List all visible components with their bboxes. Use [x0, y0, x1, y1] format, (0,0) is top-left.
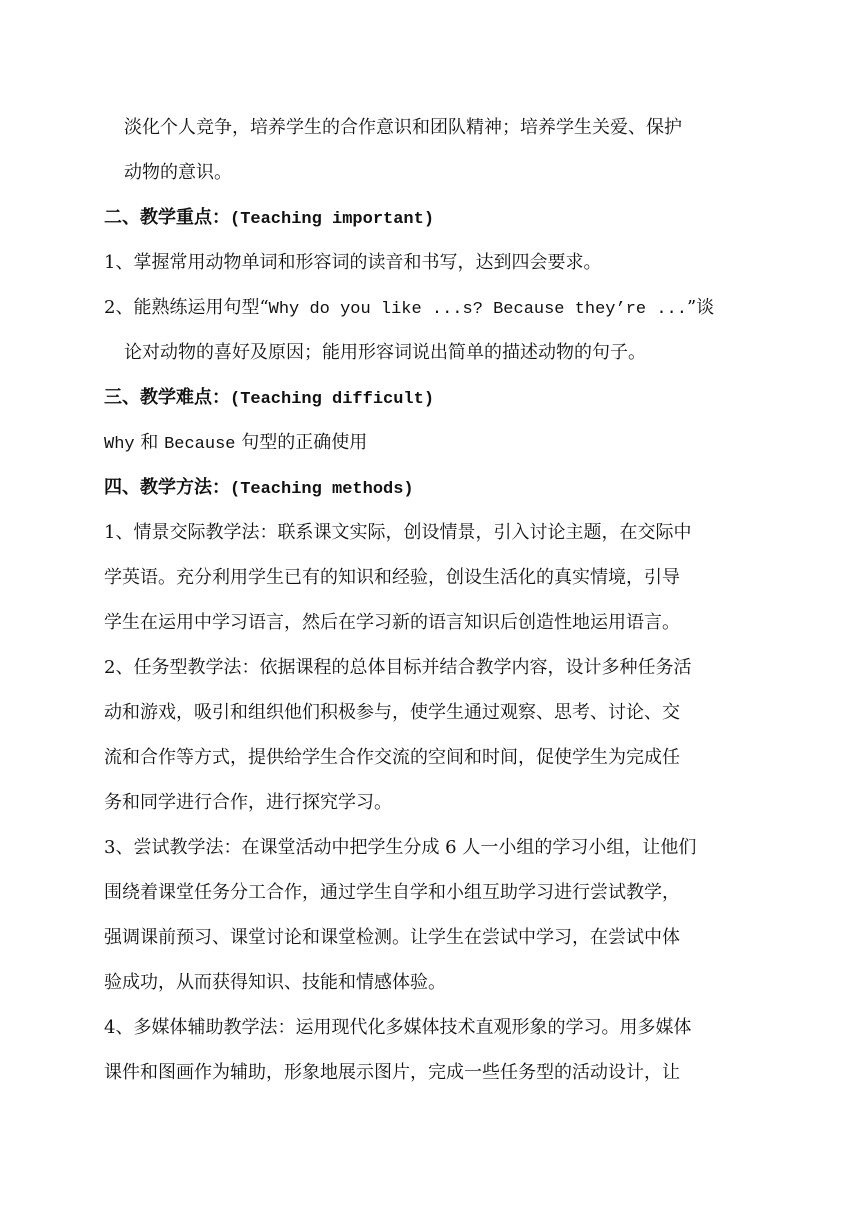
- list-item: [104, 296, 714, 322]
- paragraph-line: 务和同学进行合作，进行探究学习。: [104, 792, 392, 813]
- paragraph-line: 4、多媒体辅助教学法：运用现代化多媒体技术直观形象的学习。用多媒体: [104, 1017, 692, 1038]
- text-cn: 句型的正确使用: [235, 432, 368, 453]
- paragraph-line: 围绕着课堂任务分工合作，通过学生自学和小组互助学习进行尝试教学，: [104, 882, 680, 903]
- section-heading-teaching-important: [104, 206, 434, 232]
- text-en: Why do you like ...s? Because they’re ...: [268, 300, 687, 319]
- paragraph-line: 2、任务型教学法：依据课程的总体目标并结合教学内容，设计多种任务活: [104, 657, 692, 678]
- paragraph-line: 课件和图画作为辅助，形象地展示图片，完成一些任务型的活动设计，让: [104, 1062, 680, 1083]
- heading-cn: 四、教学方法：: [104, 477, 230, 498]
- paragraph-line: 3、尝试教学法：在课堂活动中把学生分成 6 人一小组的学习小组，让他们: [104, 837, 697, 858]
- paragraph-line: 1、情景交际教学法：联系课文实际，创设情景，引入讨论主题，在交际中: [104, 522, 692, 543]
- text-en: Why: [104, 435, 135, 454]
- heading-en: (Teaching methods): [230, 480, 414, 499]
- text-cn: ”谈: [686, 297, 715, 318]
- paragraph-line: 淡化个人竞争，培养学生的合作意识和团队精神；培养学生关爱、保护: [124, 117, 682, 138]
- paragraph-line: 验成功，从而获得知识、技能和情感体验。: [104, 972, 446, 993]
- paragraph-line: 学英语。充分利用学生已有的知识和经验，创设生活化的真实情境，引导: [104, 567, 680, 588]
- heading-en: (Teaching important): [230, 210, 435, 229]
- heading-cn: 三、教学难点：: [104, 387, 230, 408]
- heading-cn: 二、教学重点：: [104, 207, 230, 228]
- paragraph-line: [104, 431, 367, 457]
- paragraph-line: 论对动物的喜好及原因；能用形容词说出简单的描述动物的句子。: [124, 342, 646, 363]
- text-en: Because: [164, 435, 236, 454]
- text-cn: 2、能熟练运用句型“: [104, 297, 269, 318]
- list-item: 1、掌握常用动物单词和形容词的读音和书写，达到四会要求。: [104, 252, 602, 273]
- section-heading-teaching-difficult: [104, 386, 434, 412]
- text-cn: 和: [134, 432, 165, 453]
- paragraph-line: 动和游戏，吸引和组织他们积极参与，使学生通过观察、思考、讨论、交: [104, 702, 680, 723]
- paragraph-line: 动物的意识。: [124, 162, 232, 183]
- paragraph-line: 学生在运用中学习语言，然后在学习新的语言知识后创造性地运用语言。: [104, 612, 680, 633]
- paragraph-line: 强调课前预习、课堂讨论和课堂检测。让学生在尝试中学习，在尝试中体: [104, 927, 680, 948]
- paragraph-line: 流和合作等方式，提供给学生合作交流的空间和时间，促使学生为完成任: [104, 747, 680, 768]
- heading-en: (Teaching difficult): [230, 390, 435, 409]
- section-heading-teaching-methods: [104, 476, 414, 502]
